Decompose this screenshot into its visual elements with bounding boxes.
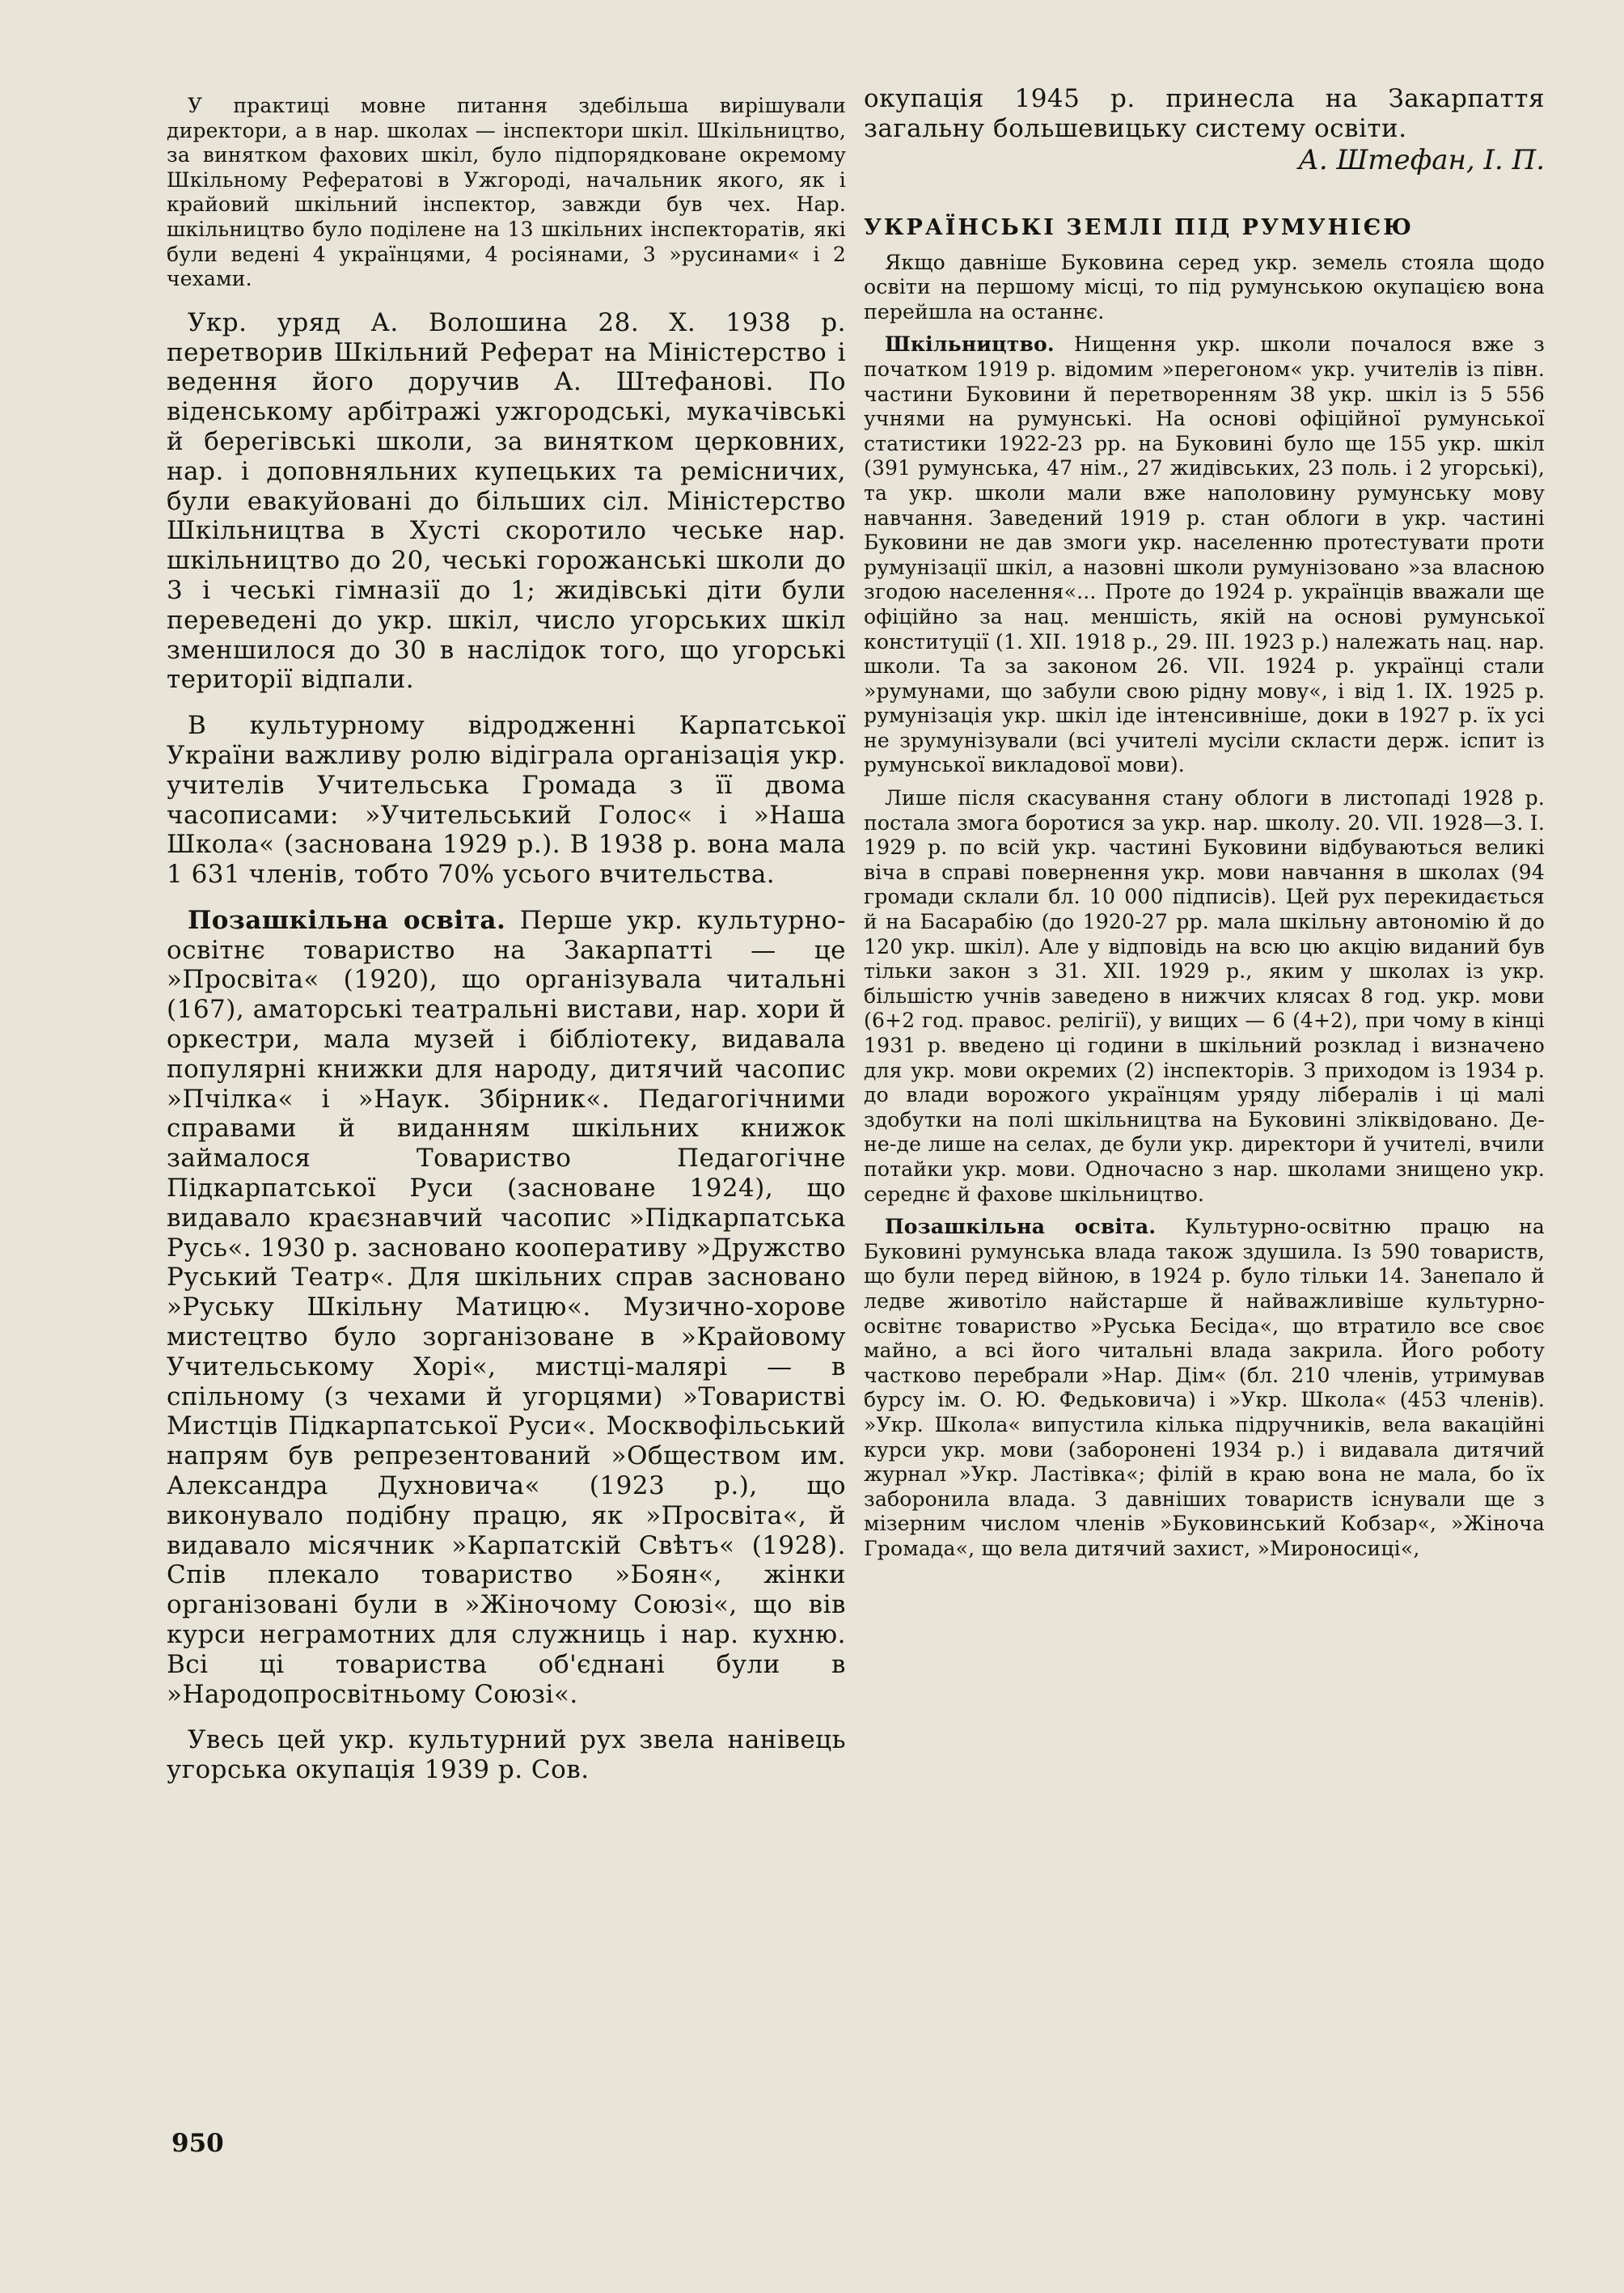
paragraph-lead: Позашкільна освіта. — [188, 905, 506, 935]
author-signature: А. Штефан, І. П. — [1298, 143, 1545, 176]
section-heading: УКРАЇНСЬКІ ЗЕМЛІ ПІД РУМУНІЄЮ — [864, 214, 1415, 240]
paragraph-body: Нищення укр. школи почалося вже з початком 1919 р. відомим »перегоном« укр. учителів із півн. частини Буковини й перетворенням 38 укр. шкіл із 5 556 учнями на румунські. На основі офіційної румунської статистики 1922-23 рр. на Буковині було ще 155 укр. шкіл (391 румунська, 47 нім., 27 жидівських, 23 поль. і 2 угорські), та укр. школи мали вже наполовину румунську мову навчання. Заведений 1919 р. стан облоги в укр. частині Буковини не дав змоги укр. населенню протестувати проти румунізації шкіл, а назовні школи румунізовано »за власною згодою населення«... Проте до 1924 р. українців вважали ще офіційно за нац. меншість, якій на основі румунської конституції (1. XII. 1918 р., 29. III. 1923 р.) належать нац. нар. школи. Та за законом 26. VII. 1924 р. українці стали »румунами, що забули свою рідну мову«, і від 1. IX. 1925 р. румунізація укр. шкіл іде інтенсивніше, доки в 1927 р. їх усі не зрумунізували (всі учителі мусіли скласти держ. іспит із румунської викладової мови). — [864, 332, 1545, 777]
paragraph-schooling — [864, 332, 1545, 778]
paragraph-body: Культурно-освітню працю на Буковині румунська влада також здушила. Із 590 товариств, що були перед війною, в 1924 р. було тільки 14. Занепало й ледве животіло найстарше й найважливіше культурно-освітнє товариство »Руська Бесіда«, що втратило все своє майно, а всі його читальні влада закрила. Його роботу частково перебрали »Нар. Дім« (бл. 210 членів, утримував бурсу ім. О. Ю. Федьковича) і »Укр. Школа« (453 членів). »Укр. Школа« випустила кілька підручників, вела вакаційні курси укр. мови (заборонені 1934 р.) і видавала дитячий журнал »Укр. Ластівка«; філій в краю вона не мала, бо їх заборонила влада. З давніших товариств існували ще з мізерним числом членів »Буковинський Кобзар«, »Жіноча Громада«, що вела дитячий захист, »Мироносиці«, — [864, 1215, 1545, 1560]
paragraph-bukovina-intro: Якщо давніше Буковина серед укр. земель стояла щодо освіти на першому місці, то під румунською окупацією вона перейшла на останнє. — [864, 250, 1545, 324]
paragraph-voloshyn-government: Укр. уряд А. Волошина 28. X. 1938 р. перетворив Шкільний Реферат на Міністерство і ведення його доручив А. Штефанові. По віденському арбітражі ужгородські, мукачівські й берегівські школи, за винятком церковних, нар. і доповняльних купецьких та ремісничих, були евакуйовані до більших сіл. Міністерство Шкільництва в Хусті скоротило чеське нар. шкільництво до 20, чеські горожанські школи до 3 і чеські гімназії до 1; жидівські діти були переведені до укр. шкіл, число угорських шкіл зменшилося до 30 в наслідок того, що угорські території відпали. — [167, 307, 846, 695]
paragraph-extracurricular-bukovina — [864, 1215, 1545, 1561]
paragraph-extracurricular-education — [167, 906, 846, 1710]
paragraph-body: Перше укр. культурно-освітнє товариство на Закарпатті — це »Просвіта« (1920), що організувала читальні (167), аматорські театральні вистави, нар. хори й оркестри, мала музей і бібліотеку, видавала популярні книжки для народу, дитячий часопис »Пчілка« і »Наук. Збірник«. Педагогічними справами й виданням шкільних книжок займалося Товариство Педагогічне Підкарпатської Руси (засноване 1924), що видавало краєзнавчий часопис »Підкарпатська Русь«. 1930 р. засновано кооперативу »Дружство Руський Театр«. Для шкільних справ засновано »Руську Шкільну Матицю«. Музично-хорове мистецтво було зорганізоване в »Крайовому Учительському Хорі«, мистці-малярі — в спільному (з чехами й угорцями) »Товаристві Мистців Підкарпатської Руси«. Москвофільський напрям був репрезентований »Обществом им. Александра Духновича« (1923 р.), що виконувало подібну працю, як »Просвіта«, й видавало місячник »Карпатскій Свѣтъ« (1928). Спів плекало товариство »Боян«, жінки організовані були в »Жіночому Союзі«, що вів курси неграмотних для служниць і нар. кухню. Всі ці товариства об'єднані були в »Народопросвітньому Союзі«. — [167, 905, 846, 1709]
left-column — [167, 0, 846, 2293]
right-column — [864, 0, 1545, 2293]
paragraph-hungarian-occupation: Увесь цей укр. культурний рух звела нанівець угорська окупація 1939 р. Сов. — [167, 1725, 846, 1785]
page-number: 950 — [171, 2129, 224, 2158]
paragraph-language-question: У практиці мовне питання здебільша вирішували директори, а в нар. школах — інспектори шкіл. Шкільництво, за винятком фахових шкіл, було підпорядковане окремому Шкільному Рефератові в Ужгороді, начальник якого, як і крайовий шкільний інспектор, завжди був чех. Нар. шкільництво було поділене на 13 шкільних інспекторатів, які були ведені 4 українцями, 4 росіянами, 3 »русинами« і 2 чехами. — [167, 94, 846, 291]
paragraph-lead: Шкільництво. — [885, 332, 1055, 357]
paragraph-lead: Позашкільна освіта. — [885, 1215, 1157, 1239]
paragraph-soviet-occupation: окупація 1945 р. принесла на Закарпаття загальну большевицьку систему освіти. — [864, 84, 1545, 143]
paragraph-after-siege: Лише після скасування стану облоги в листопаді 1928 р. постала змога боротися за укр. нар. школу. 20. VII. 1928—3. I. 1929 р. по всій укр. частині Буковини відбуваються великі віча в справі повернення укр. мови навчання в школах (94 громади склали бл. 10 000 підписів). Цей рух перекидається й на Басарабію (до 1920-27 рр. мала шкільну автономію й до 120 укр. шкіл). Але у відповідь на всю цю акцію виданий був тільки закон з 31. XII. 1929 р., яким у школах із укр. більшістю учнів заведено в нижчих клясах 8 год. укр. мови (6+2 год. правос. релігії), у вищих — 6 (4+2), при чому в кінці 1931 р. введено ці години в шкільний розклад і визначено для укр. мови окремих (2) інспекторів. З приходом із 1934 р. до влади ворожого українцям уряду лібералів і ці малі здобутки на полі шкільництва на Буковині зліквідовано. Де-не-де лише на селах, де були укр. директори й учителі, вчили потайки укр. мови. Одночасно з нар. школами знищено укр. середнє й фахове шкільництво. — [864, 786, 1545, 1206]
paragraph-teachers-organization: В культурному відродженні Карпатської України важливу ролю відіграла організація укр. учителів Учительська Громада з її двома часописами: »Учительський Голос« і »Наша Школа« (заснована 1929 р.). В 1938 р. вона мала 1 631 членів, тобто 70% усього вчительства. — [167, 711, 846, 890]
